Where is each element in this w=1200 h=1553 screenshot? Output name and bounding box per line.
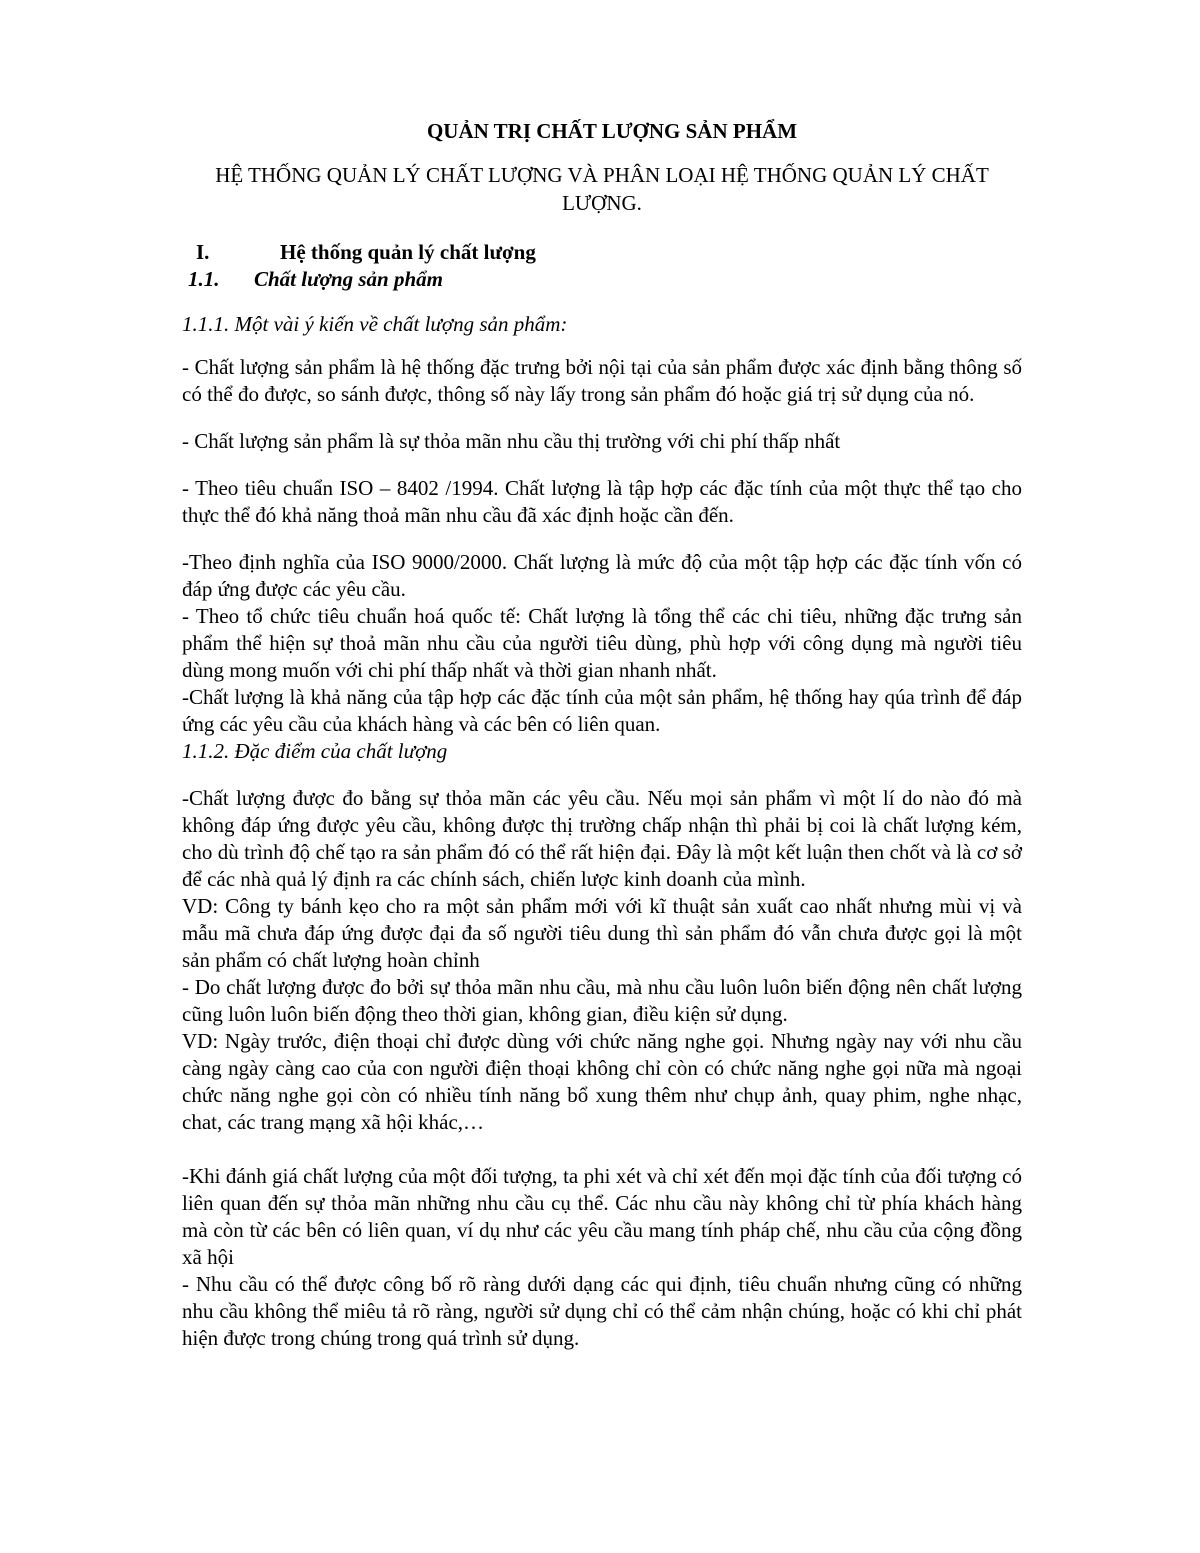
- paragraph: - Theo tổ chức tiêu chuẩn hoá quốc tế: Chất lượng là tổng thể các chi tiêu, những đặc trưng sản phẩm thể hiện sự thoả mãn nhu cầu của người tiêu dùng, phù hợp với công dụng mà người tiêu dùng mong muốn với chi phí thấp nhất và thời gian nhanh nhất.: [182, 604, 1022, 682]
- section-number: I.: [196, 240, 210, 264]
- paragraph: -Chất lượng là khả năng của tập hợp các đặc tính của một sản phẩm, hệ thống hay qúa trình để đáp ứng các yêu cầu của khách hàng và các bên có liên quan.: [182, 685, 1022, 736]
- section-heading-text: Chất lượng sản phẩm: [254, 267, 443, 291]
- blank-line: [182, 1136, 1022, 1163]
- paragraph: - Chất lượng sản phẩm là sự thỏa mãn nhu cầu thị trường với chi phí thấp nhất: [182, 429, 841, 453]
- document-content: [182, 118, 1022, 1352]
- paragraph: - Theo tiêu chuẩn ISO – 8402 /1994. Chất lượng là tập hợp các đặc tính của một thực thể tạo cho thực thể đó khả năng thoả mãn nhu cầu đã xác định hoặc cần đến.: [182, 476, 1022, 527]
- section-heading-text: Hệ thống quản lý chất lượng: [280, 240, 536, 264]
- paragraph: VD: Ngày trước, điện thoại chỉ được dùng với chức năng nghe gọi. Nhưng ngày nay với nhu cầu càng ngày càng cao của con người điện thoại không chỉ còn có chức năng nghe gọi nữa mà ngoại chức năng nghe gọi còn có nhiều tính năng bổ xung thêm như chụp ảnh, quay phim, nghe nhạc, chat, các trang mạng xã hội khác,…: [182, 1029, 1022, 1134]
- document-subtitle: HỆ THỐNG QUẢN LÝ CHẤT LƯỢNG VÀ PHÂN LOẠI HỆ THỐNG QUẢN LÝ CHẤT LƯỢNG.: [215, 163, 989, 215]
- paragraph: - Do chất lượng được đo bởi sự thỏa mãn nhu cầu, mà nhu cầu luôn luôn biến động nên chất lượng cũng luôn luôn biến động theo thời gian, không gian, điều kiện sử dụng.: [182, 975, 1022, 1026]
- section-heading-1-1: [182, 266, 1022, 293]
- paragraph: VD: Công ty bánh kẹo cho ra một sản phẩm mới với kĩ thuật sản xuất cao nhất nhưng mùi vị và mẫu mã chưa đáp ứng được đại đa số người tiêu dung thì sản phẩm đó vẫn chưa được gọi là một sản phẩm có chất lượng hoàn chỉnh: [182, 894, 1022, 972]
- section-heading-1-1-2: 1.1.2. Đặc điểm của chất lượng: [182, 739, 448, 763]
- section-number: 1.1.: [188, 267, 220, 291]
- paragraph: - Chất lượng sản phẩm là hệ thống đặc trưng bởi nội tại của sản phẩm được xác định bằng thông số có thể đo được, so sánh được, thông số này lấy trong sản phẩm đó hoặc giá trị sử dụng của nó.: [182, 355, 1022, 406]
- document-title: QUẢN TRỊ CHẤT LƯỢNG SẢN PHẨM: [426, 119, 798, 143]
- paragraph: -Chất lượng được đo bằng sự thỏa mãn các yêu cầu. Nếu mọi sản phẩm vì một lí do nào đó mà không đáp ứng được yêu cầu, không được thị trường chấp nhận thì phải bị coi là chất lượng kém, cho dù trình độ chế tạo ra sản phẩm đó có thể rất hiện đại. Đây là một kết luận then chốt và là cơ sở để các nhà quả lý định ra các chính sách, chiến lược kinh doanh của mình.: [182, 786, 1022, 891]
- paragraph: -Theo định nghĩa của ISO 9000/2000. Chất lượng là mức độ của một tập hợp các đặc tính vốn có đáp ứng được các yêu cầu.: [182, 550, 1022, 601]
- paragraph: -Khi đánh giá chất lượng của một đối tượng, ta phi xét và chỉ xét đến mọi đặc tính của đối tượng có liên quan đến sự thỏa mãn những nhu cầu cụ thể. Các nhu cầu này không chỉ từ phía khách hàng mà còn từ các bên có liên quan, ví dụ như các yêu cầu mang tính pháp chế, nhu cầu của cộng đồng xã hội: [182, 1164, 1022, 1269]
- section-heading-1: [182, 239, 1022, 266]
- section-heading-1-1-1: 1.1.1. Một vài ý kiến về chất lượng sản phẩm:: [182, 312, 568, 336]
- paragraph: - Nhu cầu có thể được công bố rõ ràng dưới dạng các qui định, tiêu chuẩn nhưng cũng có những nhu cầu không thể miêu tả rõ ràng, người sử dụng chỉ có thể cảm nhận chúng, hoặc có khi chỉ phát hiện được trong chúng trong quá trình sử dụng.: [182, 1272, 1022, 1350]
